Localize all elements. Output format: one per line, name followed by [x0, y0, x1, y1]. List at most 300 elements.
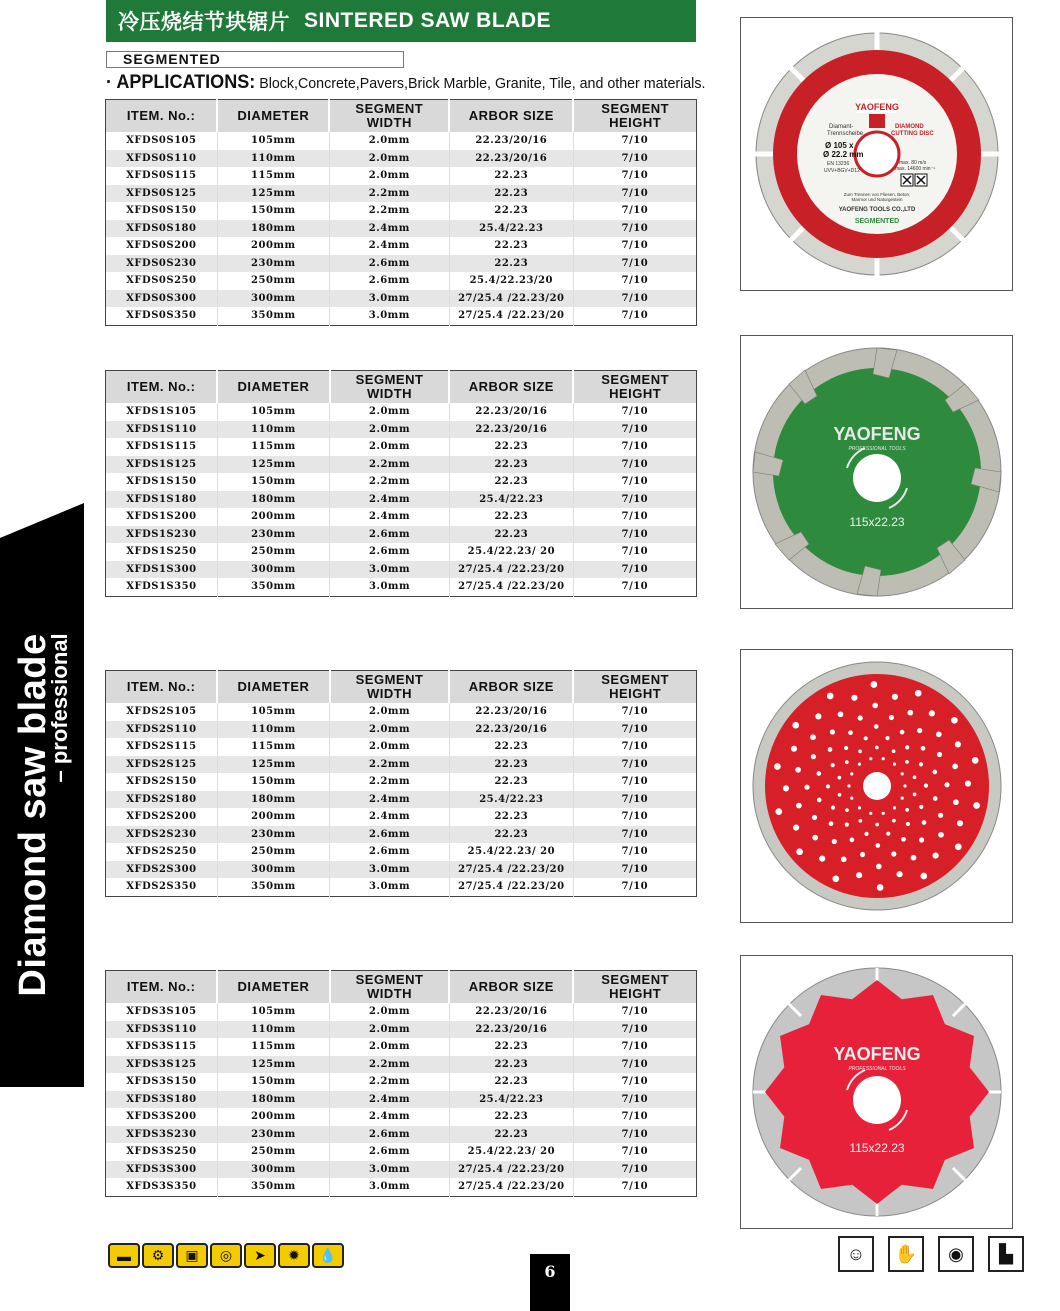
table-cell: 7/10	[621, 1146, 649, 1158]
table-cell: XFDS1S150	[106, 473, 218, 491]
table-cell: 2.0mm	[330, 421, 450, 439]
table-cell: 7/10	[573, 1126, 696, 1144]
blade-dot	[891, 749, 895, 753]
table-cell: 110mm	[217, 1021, 329, 1039]
blade-dot	[875, 843, 880, 848]
table-cell: 3.0mm	[329, 290, 449, 308]
table-cell: 7/10	[573, 290, 696, 308]
header-arbor: ARBOR SIZE	[449, 100, 573, 133]
table-cell: 2.6mm	[330, 826, 450, 844]
table-cell: 180mm	[217, 1091, 329, 1109]
table-cell: 2.4mm	[330, 508, 450, 526]
table-cell: 105mm	[217, 1003, 329, 1021]
blade-dot	[917, 728, 922, 733]
table-row	[106, 878, 697, 896]
table-row	[106, 290, 697, 308]
table-cell: 2.0mm	[330, 403, 450, 421]
table-row	[106, 756, 697, 774]
table-cell: 180mm	[217, 791, 329, 809]
table-cell: 350mm	[217, 1178, 329, 1196]
blade-dot	[810, 754, 815, 759]
table-row	[106, 1108, 697, 1126]
table-cell: 27/25.4 /22.23/20	[449, 290, 573, 308]
table-cell: XFDS1S200	[106, 508, 218, 526]
blade1-label-left: Diamant-	[828, 124, 853, 130]
table-cell: XFDS1S350	[106, 578, 218, 596]
table-cell: XFDS2S110	[106, 721, 218, 739]
table-cell: 7/10	[621, 170, 649, 182]
table-cell: 7/10	[621, 275, 649, 287]
blade-dot	[851, 695, 857, 701]
table-cell: 22.23	[449, 1126, 573, 1144]
table-cell: 7/10	[621, 741, 649, 753]
svg-text:Marmor und Naturgestein: Marmor und Naturgestein	[850, 197, 903, 202]
table-cell: 22.23	[449, 185, 573, 203]
applications-label: · APPLICATIONS:	[106, 72, 256, 93]
blade-image-segmented	[740, 17, 1013, 291]
table-cell: XFDS3S110	[106, 1021, 218, 1039]
spec-table-xfds2s	[105, 670, 697, 897]
table-row	[106, 456, 697, 474]
table-cell: XFDS1S115	[106, 438, 218, 456]
table-cell: 150mm	[217, 773, 329, 791]
table-cell: 2.2mm	[330, 456, 450, 474]
blade-dot	[928, 710, 934, 716]
blade1-company: YAOFENG TOOLS CO.,LTD	[838, 207, 915, 213]
table-row	[106, 561, 697, 579]
table-cell: 2.0mm	[330, 1021, 450, 1039]
table-row	[106, 473, 697, 491]
header-diameter: DIAMETER	[217, 100, 329, 133]
table-cell: 250mm	[217, 272, 329, 290]
blade-dot	[892, 806, 895, 809]
table-cell: XFDS0S250	[106, 272, 218, 290]
header-diameter: DIAMETER	[217, 971, 329, 1004]
table-cell: 22.23/20/16	[449, 1021, 573, 1039]
blade-dot	[844, 760, 848, 764]
table-cell: XFDS3S125	[106, 1056, 218, 1074]
table-row	[106, 167, 697, 185]
red-dotted-blade-graphic	[747, 656, 1007, 916]
table-cell: 2.0mm	[330, 438, 450, 456]
side-category-text	[14, 633, 70, 996]
table-cell: 22.23	[449, 738, 573, 756]
blade-dot	[870, 681, 877, 688]
table-row	[106, 526, 697, 544]
table-cell: 27/25.4 /22.23/20	[449, 1178, 573, 1196]
table-row	[106, 220, 697, 238]
blade-dot	[858, 819, 862, 823]
side-title: Diamond saw blade	[12, 633, 54, 997]
table-cell: 2.6mm	[330, 526, 450, 544]
header-segment-height: SEGMENT HEIGHT	[573, 371, 696, 404]
table-cell: 7/10	[621, 1181, 649, 1193]
table-cell: XFDS2S105	[106, 703, 218, 721]
table-cell: 27/25.4 /22.23/20	[449, 578, 573, 596]
table-cell: 7/10	[573, 421, 696, 439]
table-cell: 2.4mm	[329, 220, 449, 238]
blade-dot	[858, 750, 862, 754]
blade-dot	[891, 851, 896, 856]
table-cell: 2.0mm	[330, 1003, 450, 1021]
table-cell: 7/10	[621, 706, 649, 718]
table-cell: 3.0mm	[330, 561, 450, 579]
header-item: ITEM. No.:	[106, 671, 218, 704]
table-cell: 125mm	[217, 1056, 329, 1074]
table-cell: 7/10	[621, 511, 649, 523]
table-cell: 125mm	[217, 185, 329, 203]
header-title-en: SINTERED SAW BLADE	[304, 9, 552, 32]
blade1-size: Ø 105 x	[824, 141, 853, 150]
header-item: ITEM. No.:	[106, 371, 218, 404]
table-cell: 22.23	[449, 1056, 573, 1074]
table-cell: 7/10	[573, 220, 696, 238]
table-cell: 7/10	[573, 491, 696, 509]
table-cell: 2.4mm	[330, 1091, 450, 1109]
blade-dot	[850, 772, 853, 775]
blade1-en: EN 13236	[826, 161, 849, 167]
table-cell: 22.23	[449, 756, 573, 774]
blade-dot	[875, 864, 881, 870]
svg-text:Trennscheibe: Trennscheibe	[826, 131, 863, 137]
blade-dot	[811, 815, 816, 820]
table-cell: 25.4/22.23/ 20	[449, 543, 573, 561]
table-cell: 200mm	[217, 508, 329, 526]
blade-dot	[973, 802, 980, 809]
table-cell: 2.2mm	[330, 473, 450, 491]
header-arbor: ARBOR SIZE	[449, 371, 573, 404]
blade-dot	[845, 808, 849, 812]
table-cell: 3.0mm	[330, 578, 450, 596]
table-row	[106, 773, 697, 791]
table-cell: 2.4mm	[330, 791, 450, 809]
table-cell: XFDS0S230	[106, 255, 218, 273]
table-cell: XFDS3S115	[106, 1038, 218, 1056]
table-cell: 110mm	[217, 721, 329, 739]
table-cell: 350mm	[217, 878, 329, 896]
header-segment-width: SEGMENT WIDTH	[329, 100, 449, 133]
table-cell: 27/25.4 /22.23/20	[449, 878, 573, 896]
table-cell: 25.4/22.23	[449, 791, 573, 809]
blade-dot	[873, 724, 878, 729]
blade-dot	[888, 715, 893, 720]
table-cell: 27/25.4 /22.23/20	[449, 1161, 573, 1179]
table-cell: 7/10	[573, 756, 696, 774]
blade-dot	[837, 711, 843, 717]
floor-saw-icon: ▣	[176, 1243, 208, 1268]
svg-text:max. 14600 min⁻¹: max. 14600 min⁻¹	[894, 166, 935, 172]
table-cell: XFDS2S300	[106, 861, 218, 879]
blade-dot	[830, 763, 834, 767]
table-cell: 7/10	[621, 846, 649, 858]
table-cell: 200mm	[217, 808, 329, 826]
table-cell: 22.23/20/16	[449, 1003, 573, 1021]
hand-grinder-icon: ➤	[244, 1243, 276, 1268]
blade-dot	[912, 775, 916, 779]
table-cell: 110mm	[217, 421, 329, 439]
table-cell: 2.6mm	[330, 1126, 450, 1144]
table-cell: 300mm	[217, 861, 329, 879]
table-cell: 3.0mm	[330, 861, 450, 879]
header-segment-width: SEGMENT WIDTH	[330, 371, 450, 404]
blade-dot	[827, 747, 832, 752]
table-cell: XFDS1S125	[106, 456, 218, 474]
blade-dot	[831, 839, 836, 844]
header-title-cn: 冷压烧结节块锯片	[118, 11, 290, 34]
table-cell: 2.0mm	[329, 167, 449, 185]
blade-dot	[837, 793, 841, 797]
green-blade-graphic	[747, 342, 1007, 602]
blade-dot	[910, 855, 916, 861]
table-cell: XFDS0S300	[106, 290, 218, 308]
table-cell: 200mm	[217, 237, 329, 255]
table-cell: 25.4/22.23	[449, 1091, 573, 1109]
table-cell: 200mm	[217, 1108, 329, 1126]
blade-dot	[923, 784, 927, 788]
table-row	[106, 808, 697, 826]
table-cell: 180mm	[217, 220, 329, 238]
blade-dot	[905, 808, 909, 812]
table-cell: 230mm	[217, 1126, 329, 1144]
table-cell: XFDS3S350	[106, 1178, 218, 1196]
header-item: ITEM. No.:	[106, 971, 218, 1004]
table-row	[106, 1056, 697, 1074]
table-cell: 7/10	[621, 476, 649, 488]
table-cell: 250mm	[217, 543, 329, 561]
table-row	[106, 1143, 697, 1161]
table-cell: 250mm	[217, 1143, 329, 1161]
blade-dot	[912, 793, 916, 797]
table-cell: 2.0mm	[329, 150, 449, 168]
table-cell: 22.23	[449, 167, 573, 185]
goggles-icon: ◉	[938, 1236, 974, 1272]
blade-dot	[900, 772, 903, 775]
table-cell: 22.23	[449, 773, 573, 791]
table-cell: 115mm	[217, 738, 329, 756]
blade-dot	[896, 871, 902, 877]
side-subtitle: – professional	[47, 633, 72, 783]
water-drop-icon: 💧	[312, 1243, 344, 1268]
blade1-usage: Zum Trennen von Fliesen, Beton,	[843, 192, 910, 197]
table-cell: 125mm	[217, 456, 329, 474]
blade-dot	[905, 760, 909, 764]
table-cell: XFDS0S180	[106, 220, 218, 238]
application-icons	[108, 1243, 344, 1268]
blade-dot	[944, 782, 949, 787]
blade-dot	[804, 785, 809, 790]
table-cell: 22.23	[449, 202, 573, 220]
table-cell: 22.23	[449, 826, 573, 844]
blade-dot	[938, 813, 943, 818]
table-cell: 22.23/20/16	[449, 721, 573, 739]
svg-text:CUTTING DISC: CUTTING DISC	[890, 131, 934, 137]
blade-dot	[919, 805, 923, 809]
blade-dot	[849, 838, 854, 843]
blade-dot	[844, 823, 848, 827]
table-cell: 22.23	[449, 1073, 573, 1091]
table-cell: 7/10	[621, 581, 649, 593]
blade-dot	[932, 796, 937, 801]
table-cell: XFDS3S300	[106, 1161, 218, 1179]
table-cell: 25.4/22.23/ 20	[449, 1143, 573, 1161]
blade-dot	[848, 730, 853, 735]
blade-dot	[905, 745, 909, 749]
blade-dot	[869, 757, 872, 760]
table-cell: 22.23/20/16	[449, 132, 573, 150]
blade-dot	[920, 746, 925, 751]
table-cell: 27/25.4 /22.23/20	[449, 861, 573, 879]
table-cell: 300mm	[217, 290, 329, 308]
blade-dot	[828, 821, 833, 826]
applications-line	[106, 72, 706, 94]
table-row	[106, 508, 697, 526]
table-row	[106, 1003, 697, 1021]
table-cell: 7/10	[621, 776, 649, 788]
safety-icons	[838, 1236, 1024, 1272]
blade-dot	[856, 872, 862, 878]
blade-dot	[875, 823, 879, 827]
table-row	[106, 403, 697, 421]
table-cell: 180mm	[217, 491, 329, 509]
blade-dot	[793, 825, 799, 831]
table-cell: 22.23	[449, 1038, 573, 1056]
blade-dot	[796, 803, 802, 809]
table-cell: 25.4/22.23	[449, 491, 573, 509]
table-cell: XFDS0S105	[106, 132, 218, 150]
blade-dot	[892, 763, 895, 766]
table-cell: XFDS1S230	[106, 526, 218, 544]
angle-grinder-icon: ◎	[210, 1243, 242, 1268]
table-cell: 2.0mm	[330, 721, 450, 739]
blade-dot	[876, 884, 883, 891]
blade-dot	[782, 785, 788, 791]
table-cell: XFDS2S230	[106, 826, 218, 844]
circular-saw-icon: ⚙	[142, 1243, 174, 1268]
blade-dot	[832, 875, 839, 882]
table-cell: 7/10	[621, 1041, 649, 1053]
table-row	[106, 202, 697, 220]
table-cell: 7/10	[621, 240, 649, 252]
table-cell: 7/10	[573, 456, 696, 474]
segmented-blade-graphic	[747, 24, 1007, 284]
blade-dot	[857, 763, 860, 766]
table-cell: XFDS2S115	[106, 738, 218, 756]
table-cell: 22.23	[449, 237, 573, 255]
blade-dot	[830, 806, 834, 810]
blade-dot	[932, 770, 937, 775]
blade-dot	[891, 694, 897, 700]
table-cell: 3.0mm	[330, 1161, 450, 1179]
blade-dot	[964, 781, 970, 787]
table-cell: 2.4mm	[329, 237, 449, 255]
table-cell: 105mm	[217, 703, 329, 721]
table-row	[106, 132, 697, 150]
table-cell: XFDS1S180	[106, 491, 218, 509]
table-cell: 115mm	[217, 438, 329, 456]
table-row	[106, 272, 697, 290]
table-row	[106, 1178, 697, 1196]
blade-dot	[825, 784, 829, 788]
table-cell: 7/10	[621, 310, 649, 322]
table-row	[106, 738, 697, 756]
table-cell: 2.6mm	[329, 255, 449, 273]
blade-dot	[790, 746, 796, 752]
blade-dot	[954, 843, 961, 850]
table-cell: 22.23	[449, 438, 573, 456]
blade-dot	[901, 837, 906, 842]
table-cell: XFDS1S300	[106, 561, 218, 579]
blade1-type: SEGMENTED	[854, 218, 899, 225]
blade-dot	[881, 757, 884, 760]
header-arbor: ARBOR SIZE	[449, 971, 573, 1004]
table-cell: 2.6mm	[329, 272, 449, 290]
table-cell: 7/10	[621, 1111, 649, 1123]
table-cell: 7/10	[621, 1076, 649, 1088]
table-cell: 22.23/20/16	[449, 403, 573, 421]
header-segment-width: SEGMENT WIDTH	[330, 671, 450, 704]
table-cell: 115mm	[217, 167, 329, 185]
blade-dot	[907, 710, 913, 716]
table-cell: XFDS2S180	[106, 791, 218, 809]
blade4-brand: YAOFENG	[832, 1044, 921, 1064]
gloves-icon: ✋	[888, 1236, 924, 1272]
table-cell: 230mm	[217, 255, 329, 273]
table-cell: 250mm	[217, 843, 329, 861]
blade-dot	[971, 757, 978, 764]
page-header-banner	[106, 0, 696, 42]
blade-dot	[892, 819, 896, 823]
blade-dot	[953, 799, 959, 805]
table-cell: 22.23	[449, 473, 573, 491]
blade-dot	[874, 746, 878, 750]
blade-dot	[860, 852, 865, 857]
blade-dot	[936, 752, 941, 757]
table-cell: 7/10	[573, 150, 696, 168]
blade-dot	[816, 771, 821, 776]
blade-image-red-turbo	[740, 955, 1013, 1229]
table-cell: 2.4mm	[330, 1108, 450, 1126]
blade-dot	[863, 736, 867, 740]
table-cell: XFDS2S250	[106, 843, 218, 861]
table-row	[106, 150, 697, 168]
table-cell: XFDS1S110	[106, 421, 218, 439]
table-cell: 7/10	[573, 1161, 696, 1179]
table-cell: 2.6mm	[330, 843, 450, 861]
blade1-speed: max. 80 m/s	[898, 160, 926, 166]
blade-dot	[837, 776, 841, 780]
table-row	[106, 1161, 697, 1179]
table-cell: 22.23	[449, 808, 573, 826]
table-cell: 3.0mm	[330, 878, 450, 896]
blade-dot	[885, 736, 889, 740]
table-row	[106, 843, 697, 861]
blade4-size: 115x22.23	[848, 1141, 905, 1155]
blade-dot	[951, 717, 958, 724]
table-cell: XFDS1S250	[106, 543, 218, 561]
table-saw-icon: ▬	[108, 1243, 140, 1268]
table-cell: 22.23	[449, 456, 573, 474]
table-cell: 7/10	[573, 526, 696, 544]
table-cell: 2.4mm	[330, 808, 450, 826]
table-row	[106, 861, 697, 879]
blade-dot	[872, 703, 878, 709]
table-row	[106, 307, 697, 325]
spec-table-xfds1s	[105, 370, 697, 597]
table-cell: 2.2mm	[330, 1073, 450, 1091]
blade-dot	[900, 797, 903, 800]
table-cell: XFDS0S125	[106, 185, 218, 203]
table-cell: 150mm	[217, 473, 329, 491]
